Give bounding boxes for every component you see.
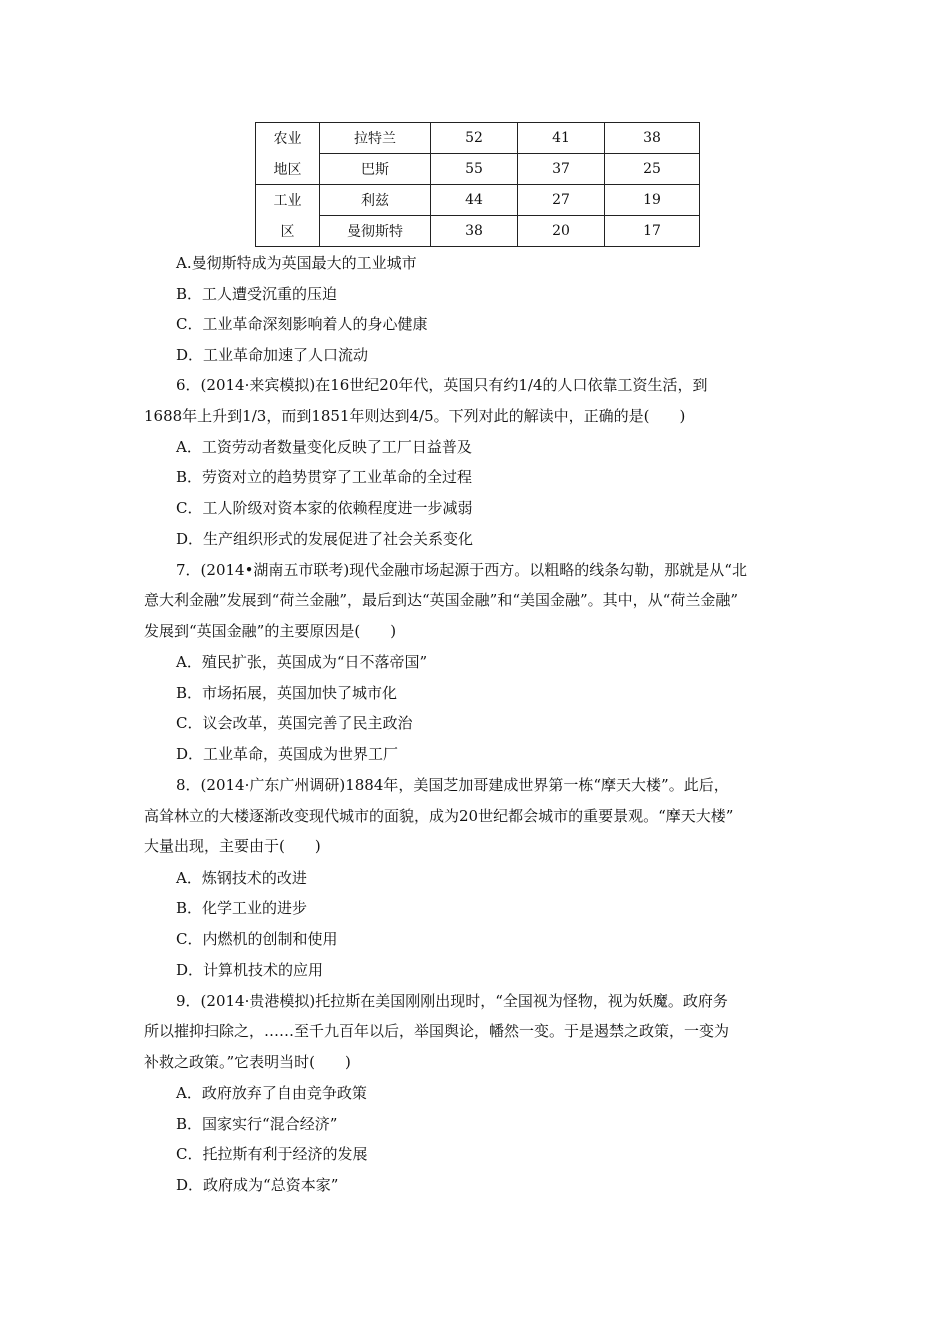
q5-option-a: A.曼彻斯特成为英国最大的工业城市 (176, 254, 417, 272)
q8-stem-line: 高耸林立的大楼逐渐改变现代城市的面貌，成为20世纪都会城市的重要景观。“摩天大楼” (144, 807, 734, 825)
value-cell: 55 (431, 154, 518, 185)
q7-stem-line: 7．(2014•湖南五市联考)现代金融市场起源于西方。以粗略的线条勾勒，那就是从“北 (176, 561, 747, 579)
value-cell: 20 (518, 216, 605, 247)
value-cell: 38 (431, 216, 518, 247)
q7-option-a: A．殖民扩张，英国成为“日不落帝国” (176, 653, 428, 671)
table-row (256, 154, 700, 185)
table-row (256, 123, 700, 154)
q9-option-c: C．托拉斯有利于经济的发展 (176, 1145, 368, 1163)
q5-option-c: C．工业革命深刻影响着人的身心健康 (176, 315, 428, 333)
q6-option-c: C．工人阶级对资本家的依赖程度进一步减弱 (176, 499, 473, 517)
q7-stem-line: 意大利金融”发展到“荷兰金融”，最后到达“英国金融”和“美国金融”。其中，从“荷兰金融” (144, 591, 739, 609)
table-row (256, 216, 700, 247)
city-cell: 拉特兰 (320, 123, 431, 154)
value-cell: 38 (605, 123, 700, 154)
q7-option-d: D．工业革命，英国成为世界工厂 (176, 745, 399, 763)
q8-option-d: D．计算机技术的应用 (176, 961, 324, 979)
value-cell: 44 (431, 185, 518, 216)
q6-stem-line: 1688年上升到1/3，而到1851年则达到4/5。下列对此的解读中，正确的是( ) (144, 407, 686, 425)
q7-option-b: B．市场拓展，英国加快了城市化 (176, 684, 398, 702)
value-cell: 37 (518, 154, 605, 185)
q7-stem-line: 发展到“英国金融”的主要原因是( ) (144, 622, 397, 640)
q9-stem-line: 9．(2014·贵港模拟)托拉斯在美国刚刚出现时，“全国视为怪物，视为妖魔。政府务 (176, 992, 728, 1010)
q5-option-b: B．工人遭受沉重的压迫 (176, 285, 338, 303)
q6-option-b: B．劳资对立的趋势贯穿了工业革命的全过程 (176, 468, 473, 486)
region-cell: 农业 (256, 123, 320, 154)
q6-option-d: D．生产组织形式的发展促进了社会关系变化 (176, 530, 474, 548)
q8-option-b: B．化学工业的进步 (176, 899, 308, 917)
value-cell: 41 (518, 123, 605, 154)
q7-option-c: C．议会改革，英国完善了民主政治 (176, 714, 413, 732)
q8-stem-line: 大量出现，主要由于( ) (144, 837, 321, 855)
q6-option-a: A．工资劳动者数量变化反映了工厂日益普及 (176, 438, 472, 456)
q6-stem-line: 6．(2014·来宾模拟)在16世纪20年代，英国只有约1/4的人口依靠工资生活，到 (176, 376, 708, 394)
q9-option-a: A．政府放弃了自由竞争政策 (176, 1084, 367, 1102)
population-table (255, 122, 700, 247)
q9-stem-line: 补救之政策。”它表明当时( ) (144, 1053, 351, 1071)
q8-option-c: C．内燃机的创制和使用 (176, 930, 338, 948)
value-cell: 19 (605, 185, 700, 216)
region-cell: 地区 (256, 154, 320, 185)
q5-option-d: D．工业革命加速了人口流动 (176, 346, 369, 364)
q8-option-a: A．炼钢技术的改进 (176, 869, 307, 887)
value-cell: 17 (605, 216, 700, 247)
value-cell: 25 (605, 154, 700, 185)
region-cell: 区 (256, 216, 320, 247)
q9-stem-line: 所以摧抑扫除之，……至千九百年以后，举国舆论，幡然一变。于是遏禁之政策，一变为 (144, 1022, 730, 1040)
city-cell: 利兹 (320, 185, 431, 216)
q9-option-d: D．政府成为“总资本家” (176, 1176, 339, 1194)
q9-option-b: B．国家实行“混合经济” (176, 1115, 338, 1133)
value-cell: 52 (431, 123, 518, 154)
city-cell: 巴斯 (320, 154, 431, 185)
region-cell: 工业 (256, 185, 320, 216)
value-cell: 27 (518, 185, 605, 216)
city-cell: 曼彻斯特 (320, 216, 431, 247)
q8-stem-line: 8．(2014·广东广州调研)1884年，美国芝加哥建成世界第一栋“摩天大楼”。此后， (176, 776, 729, 794)
table-row (256, 185, 700, 216)
